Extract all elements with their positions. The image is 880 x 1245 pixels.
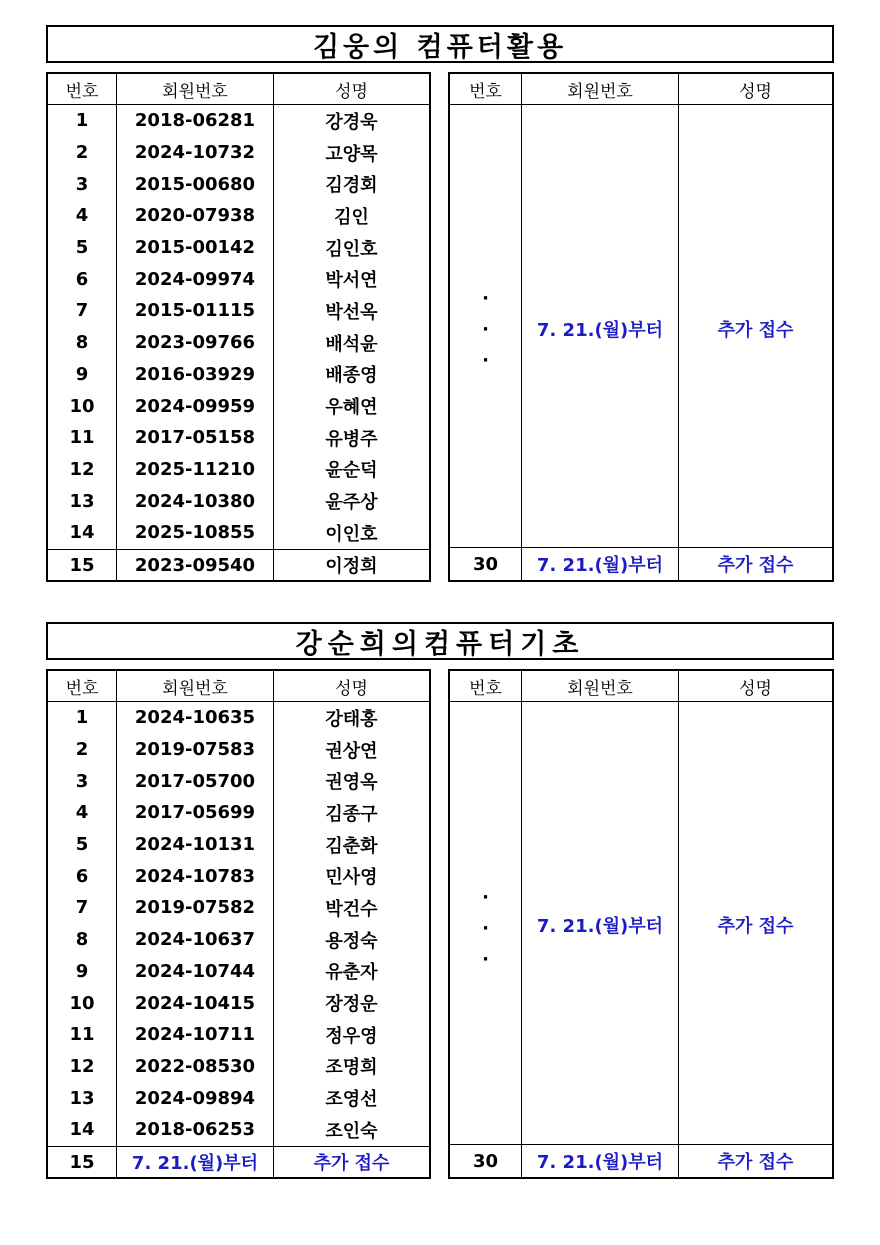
- table-row: [48, 1146, 429, 1179]
- additional-date-text: 7. 21.(월)부터: [536, 320, 664, 341]
- row-num: 30: [450, 548, 522, 580]
- header-member-id: 회원번호: [522, 671, 679, 701]
- row-member-id: 2025-10855: [117, 517, 274, 549]
- merged-name-cell: [679, 702, 832, 1144]
- row-num: 15: [48, 550, 117, 582]
- additional-date-text: 7. 21.(월)부터: [536, 916, 664, 937]
- row-name: 강경욱: [325, 111, 378, 133]
- table-row: [48, 137, 429, 169]
- table-header-row: [450, 671, 832, 702]
- row-name: 박선옥: [325, 301, 378, 323]
- row-name: 박건수: [325, 898, 378, 920]
- table-header-row: [48, 671, 429, 702]
- row-member-id: 2017-05700: [117, 765, 274, 797]
- row-member-id: 2017-05699: [117, 797, 274, 829]
- row-member-id: 2023-09766: [117, 327, 274, 359]
- table-row: [48, 1019, 429, 1051]
- table-row: [48, 924, 429, 956]
- row-num: 9: [48, 956, 117, 988]
- section-title: 김웅의 컴퓨터활용: [46, 25, 834, 63]
- row-num: 1: [48, 105, 117, 137]
- table-row: [48, 1114, 429, 1146]
- row-name: 추가 접수: [717, 1152, 794, 1174]
- row-num: 15: [48, 1147, 117, 1179]
- row-member-id: 2024-10131: [117, 829, 274, 861]
- row-num: 30: [450, 1145, 522, 1177]
- ellipsis-dots: [450, 882, 521, 975]
- header-member-id: 회원번호: [522, 74, 679, 104]
- table-row: [48, 860, 429, 892]
- merged-id-cell: [522, 702, 679, 1144]
- row-member-id: 2024-10380: [117, 485, 274, 517]
- table-row-last: [450, 1144, 832, 1177]
- row-member-id: 7. 21.(월)부터: [117, 1147, 274, 1179]
- row-num: 3: [48, 765, 117, 797]
- table-row: [48, 829, 429, 861]
- row-member-id: 2023-09540: [117, 550, 274, 582]
- row-num: 5: [48, 232, 117, 264]
- row-member-id: 2024-10637: [117, 924, 274, 956]
- merged-pending-area: [450, 105, 832, 547]
- table-row: [48, 105, 429, 137]
- table-row: [48, 1051, 429, 1083]
- header-num: 번호: [450, 74, 522, 104]
- additional-note-text: 추가 접수: [717, 916, 794, 937]
- header-member-id: 회원번호: [117, 74, 274, 104]
- row-num: 12: [48, 1051, 117, 1083]
- row-member-id: 2018-06253: [117, 1114, 274, 1146]
- table-row: [48, 892, 429, 924]
- table-row: [48, 454, 429, 486]
- table-row: [48, 295, 429, 327]
- header-name: 성명: [335, 81, 368, 102]
- table-row: [48, 517, 429, 549]
- row-member-id: 2019-07583: [117, 734, 274, 766]
- member-table-left: [46, 72, 431, 582]
- row-name: 김경회: [325, 175, 378, 197]
- header-name: 성명: [739, 678, 772, 699]
- dot: ·: [482, 288, 489, 309]
- row-name: 조영선: [325, 1089, 378, 1111]
- row-name: 조인숙: [325, 1120, 378, 1142]
- row-name: 추가 접수: [313, 1153, 390, 1175]
- dot: ·: [482, 887, 489, 908]
- table-row: [48, 797, 429, 829]
- table-row: [48, 168, 429, 200]
- dot: ·: [482, 949, 489, 970]
- row-num: 10: [48, 390, 117, 422]
- row-member-id: 2017-05158: [117, 422, 274, 454]
- tables-wrapper: [46, 669, 834, 1179]
- row-member-id: 2020-07938: [117, 200, 274, 232]
- row-name: 윤주상: [325, 492, 378, 514]
- row-name: 배종영: [325, 365, 378, 387]
- tables-wrapper: [46, 72, 834, 582]
- table-row: [48, 327, 429, 359]
- row-num: 12: [48, 454, 117, 486]
- additional-note-text: 추가 접수: [717, 320, 794, 341]
- row-num: 6: [48, 263, 117, 295]
- row-member-id: 2022-08530: [117, 1051, 274, 1083]
- table-row: [48, 422, 429, 454]
- table-header-row: [450, 74, 832, 105]
- row-member-id: 2024-10635: [117, 702, 274, 734]
- row-num: 7: [48, 295, 117, 327]
- row-name: 우혜연: [325, 397, 378, 419]
- row-name: 윤순덕: [325, 460, 378, 482]
- table-row: [48, 485, 429, 517]
- row-num: 5: [48, 829, 117, 861]
- row-num: 7: [48, 892, 117, 924]
- dot: ·: [482, 350, 489, 371]
- row-name: 권영옥: [325, 772, 378, 794]
- member-table-right: [448, 669, 834, 1179]
- row-name: 조명희: [325, 1057, 378, 1079]
- merged-num-cell: [450, 702, 522, 1144]
- row-num: 4: [48, 200, 117, 232]
- table-row: [48, 549, 429, 582]
- row-name: 이정희: [325, 556, 378, 578]
- table-row: [48, 232, 429, 264]
- row-name: 이인호: [325, 523, 378, 545]
- header-num: 번호: [48, 671, 117, 701]
- section-title: 강순희의컴퓨터기초: [46, 622, 834, 660]
- header-name: 성명: [739, 81, 772, 102]
- row-name: 유병주: [325, 428, 378, 450]
- row-num: 11: [48, 422, 117, 454]
- section-computer-utilization: [46, 25, 834, 582]
- row-member-id: 2025-11210: [117, 454, 274, 486]
- row-name: 배석윤: [325, 333, 378, 355]
- table-row: [48, 359, 429, 391]
- table-row: [48, 734, 429, 766]
- merged-num-cell: [450, 105, 522, 547]
- row-num: 2: [48, 137, 117, 169]
- row-member-id: 2024-09974: [117, 263, 274, 295]
- row-name: 권상연: [325, 740, 378, 762]
- row-name: 유춘자: [325, 962, 378, 984]
- table-row: [48, 765, 429, 797]
- row-num: 1: [48, 702, 117, 734]
- table-row: [48, 956, 429, 988]
- row-name: 박서연: [325, 270, 378, 292]
- row-name: 김인: [334, 206, 369, 228]
- dot: ·: [482, 918, 489, 939]
- header-num: 번호: [48, 74, 117, 104]
- table-row: [48, 987, 429, 1019]
- row-num: 8: [48, 327, 117, 359]
- header-num: 번호: [450, 671, 522, 701]
- row-member-id: 2024-10783: [117, 860, 274, 892]
- row-num: 13: [48, 1082, 117, 1114]
- table-header-row: [48, 74, 429, 105]
- table-row: [48, 702, 429, 734]
- row-member-id: 2016-03929: [117, 359, 274, 391]
- row-num: 14: [48, 517, 117, 549]
- row-name: 고양목: [325, 143, 378, 165]
- merged-pending-area: [450, 702, 832, 1144]
- row-member-id: 2024-09959: [117, 390, 274, 422]
- row-member-id: 2024-10711: [117, 1019, 274, 1051]
- member-table-left: [46, 669, 431, 1179]
- table-row: [48, 263, 429, 295]
- table-row-last: [450, 547, 832, 580]
- row-num: 10: [48, 987, 117, 1019]
- header-member-id: 회원번호: [117, 671, 274, 701]
- row-name: 정우영: [325, 1025, 378, 1047]
- row-member-id: 2015-00680: [117, 168, 274, 200]
- row-num: 4: [48, 797, 117, 829]
- row-num: 6: [48, 860, 117, 892]
- table-row: [48, 1082, 429, 1114]
- section-computer-basics: [46, 622, 834, 1179]
- header-name: 성명: [335, 678, 368, 699]
- row-member-id: 2015-01115: [117, 295, 274, 327]
- row-name: 장정운: [325, 994, 378, 1016]
- table-row: [48, 200, 429, 232]
- row-num: 3: [48, 168, 117, 200]
- row-name: 강태홍: [325, 708, 378, 730]
- row-member-id: 2024-10732: [117, 137, 274, 169]
- row-name: 김춘화: [325, 835, 378, 857]
- member-table-right: [448, 72, 834, 582]
- row-member-id: 2024-10415: [117, 987, 274, 1019]
- row-name: 민사영: [325, 867, 378, 889]
- row-member-id: 7. 21.(월)부터: [522, 548, 679, 580]
- row-num: 8: [48, 924, 117, 956]
- row-name: 김종구: [325, 803, 378, 825]
- row-num: 2: [48, 734, 117, 766]
- row-member-id: 2024-10744: [117, 956, 274, 988]
- merged-id-cell: [522, 105, 679, 547]
- dot: ·: [482, 319, 489, 340]
- row-num: 13: [48, 485, 117, 517]
- row-member-id: 2018-06281: [117, 105, 274, 137]
- row-member-id: 2024-09894: [117, 1082, 274, 1114]
- row-num: 14: [48, 1114, 117, 1146]
- row-name: 김인호: [325, 238, 378, 260]
- row-name: 용정숙: [325, 930, 378, 952]
- row-member-id: 2015-00142: [117, 232, 274, 264]
- table-row: [48, 390, 429, 422]
- row-member-id: 2019-07582: [117, 892, 274, 924]
- row-member-id: 7. 21.(월)부터: [522, 1145, 679, 1177]
- merged-name-cell: [679, 105, 832, 547]
- row-name: 추가 접수: [717, 555, 794, 577]
- row-num: 9: [48, 359, 117, 391]
- row-num: 11: [48, 1019, 117, 1051]
- ellipsis-dots: [450, 283, 521, 376]
